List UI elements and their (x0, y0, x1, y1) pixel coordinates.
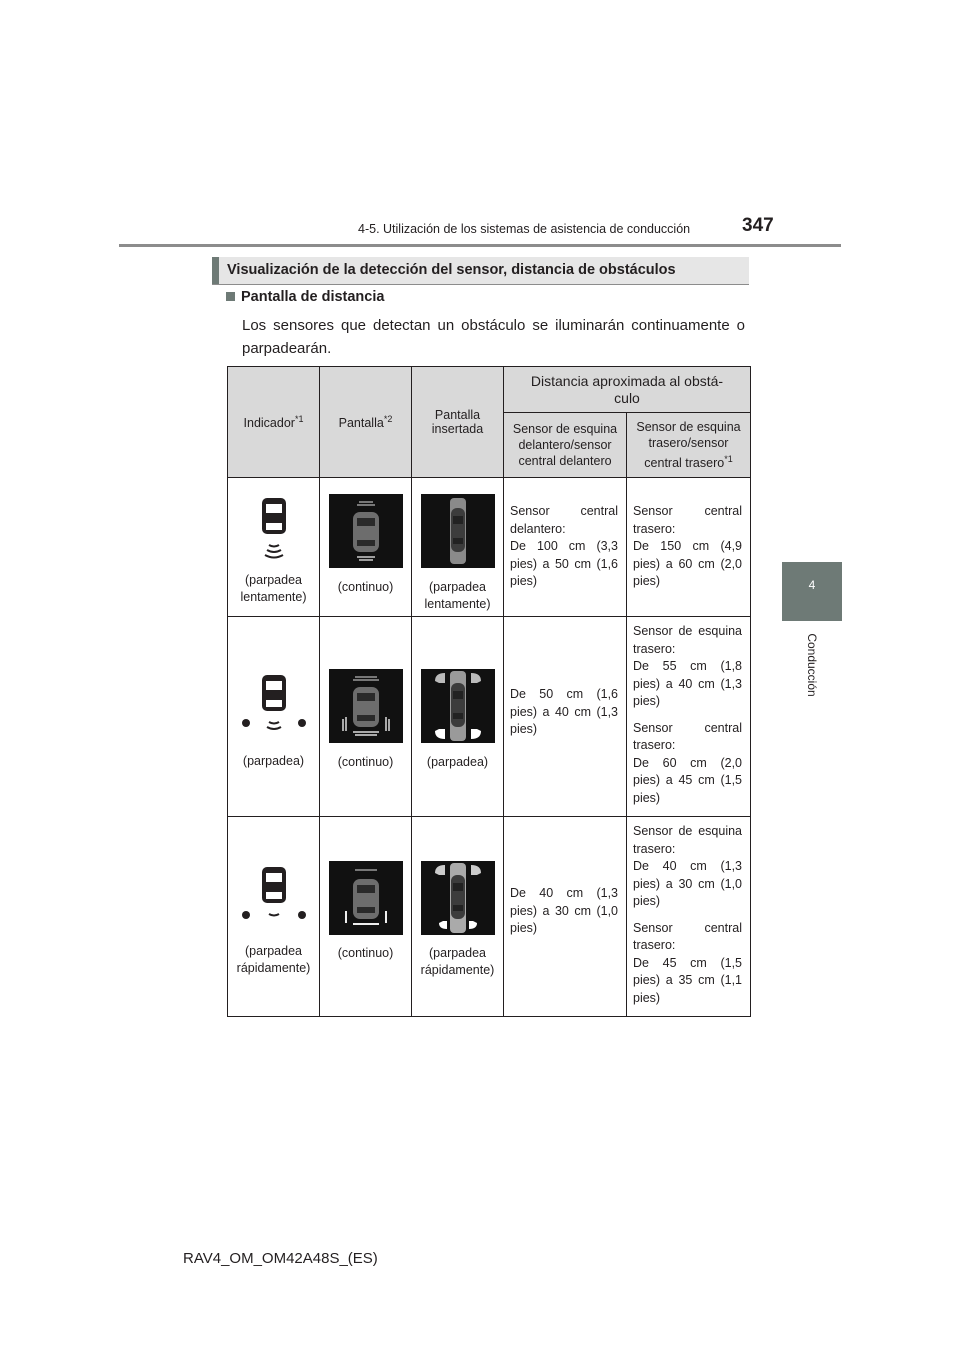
display-screen-image (329, 494, 403, 568)
indicator-blink-icon (228, 669, 320, 741)
table-row (228, 817, 751, 1017)
note-marker: *1 (294, 413, 304, 424)
rear-distance-cell (627, 817, 751, 1017)
subheading (226, 289, 384, 305)
chapter-tab-number: 4 (808, 578, 816, 592)
front-distance-cell (504, 478, 627, 617)
note-marker: *2 (383, 413, 393, 424)
table-row (228, 478, 751, 617)
front-distance-cell (504, 817, 627, 1017)
rear-distance-cell (627, 478, 751, 617)
rear-center-distance-text: Sensor central trasero: De 45 cm (1,5 pies) a 35 cm (1,1 pies) (633, 920, 743, 1005)
page-number: 347 (742, 215, 774, 236)
rear-corner-distance-text: Sensor de esquina trasero: De 40 cm (1,3 pies) a 30 cm (1,0 pies) (633, 824, 743, 908)
subheading-text: Pantalla de distancia (241, 289, 385, 305)
front-distance-text: Sensor central delantero: De 100 cm (3,3 pies) a 50 cm (1,6 pies) (510, 504, 618, 588)
inset-cell (412, 617, 504, 817)
front-distance-text: De 40 cm (1,3 pies) a 30 cm (1,0 pies) (510, 886, 618, 935)
display-cell (320, 478, 412, 617)
chapter-tab (782, 562, 842, 621)
front-distance-cell (504, 617, 627, 817)
header-rule (119, 244, 841, 247)
indicator-cell (228, 478, 320, 617)
inset-caption: (parpadea lentamente) (424, 580, 491, 611)
inset-screen-image (421, 669, 495, 743)
table-row (228, 617, 751, 817)
note-marker: *1 (724, 453, 733, 464)
square-bullet-icon (226, 292, 235, 301)
inset-screen-image (421, 494, 495, 568)
header-front-sensor: Sensor de esquina delantero/sensor central delantero (504, 413, 627, 478)
rear-distance-cell (627, 617, 751, 817)
chapter-tab-label-text: Conducción (805, 633, 819, 697)
inset-screen-image (421, 861, 495, 935)
indicator-fast-icon (228, 861, 320, 933)
inset-cell (412, 817, 504, 1017)
display-caption: (continuo) (337, 580, 394, 594)
indicator-cell (228, 817, 320, 1017)
chapter-title: 4-5. Utilización de los sistemas de asistencia de conducción (358, 222, 691, 236)
rear-center-distance-text: Sensor central trasero: De 60 cm (2,0 pies) a 45 cm (1,5 pies) (633, 720, 743, 805)
indicator-slow-icon (228, 488, 320, 560)
indicator-caption: (parpadea rápidamente) (236, 944, 311, 975)
display-caption: (continuo) (337, 946, 394, 960)
section-heading (212, 257, 749, 285)
display-caption: (continuo) (337, 755, 394, 769)
header-indicator: Indicador$^{*1}$ (228, 367, 320, 478)
chapter-tab-label (804, 630, 820, 700)
display-cell (320, 617, 412, 817)
indicator-cell (228, 617, 320, 817)
header-display: Pantalla$^{*2}$ (320, 367, 412, 478)
inset-caption: (parpadea rápidamente) (420, 946, 495, 977)
display-screen-image (329, 861, 403, 935)
inset-caption: (parpadea) (426, 755, 489, 769)
document-footer: RAV4_OM_OM42A48S_(ES) (183, 1250, 378, 1267)
rear-corner-distance-text: Sensor de esquina trasero: De 55 cm (1,8 pies) a 40 cm (1,3 pies) (633, 624, 743, 708)
intro-paragraph: Los sensores que detectan un obstáculo se iluminarán continuamente o parpadearán. (242, 317, 745, 357)
header-inset: Pantalla insertada (412, 367, 504, 478)
indicator-caption: (parpadea lentamente) (240, 573, 307, 604)
header-distance: Distancia aproximada al obstá-culo (504, 367, 751, 413)
display-screen-image (329, 669, 403, 743)
header-rear-sensor: Sensor de esquina trasero/sensor central trasero$^{*1}$ (627, 413, 751, 478)
distance-table (227, 366, 751, 1017)
indicator-caption: (parpadea) (242, 754, 305, 768)
section-accent (212, 257, 219, 284)
front-distance-text: De 50 cm (1,6 pies) a 40 cm (1,3 pies) (510, 687, 618, 736)
inset-cell (412, 478, 504, 617)
section-title: Visualización de la detección del sensor, distancia de obstáculos (227, 262, 676, 278)
rear-distance-text: Sensor central trasero: De 150 cm (4,9 pies) a 60 cm (2,0 pies) (633, 504, 743, 588)
display-cell (320, 817, 412, 1017)
